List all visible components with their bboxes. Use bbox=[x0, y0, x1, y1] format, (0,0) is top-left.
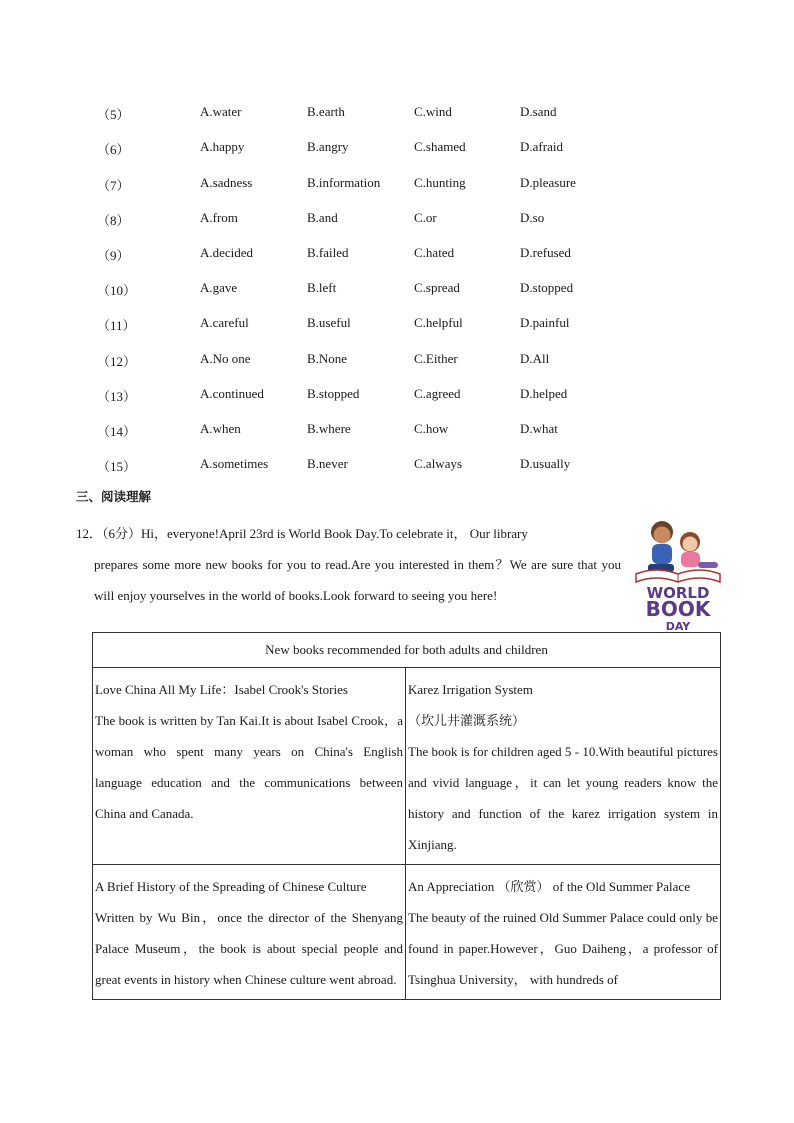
option-row bbox=[0, 421, 794, 441]
option-b: B.where bbox=[307, 421, 351, 436]
option-a: A.water bbox=[200, 104, 242, 119]
option-number: （15） bbox=[97, 459, 137, 474]
book-description: The beauty of the ruined Old Summer Palace could only be found in paper.However，Guo Daiheng，a professor of Tsinghua University， with hundreds of bbox=[408, 910, 718, 987]
option-row bbox=[0, 351, 794, 371]
option-row bbox=[0, 104, 794, 124]
question-rest-text: prepares some more new books for you to read.Are you interested in them？We are sure that you will enjoy yourselves in the world of books.Look forward to seeing you here! bbox=[94, 557, 621, 603]
option-c: C.hated bbox=[414, 245, 455, 260]
option-c: C.Either bbox=[414, 351, 458, 366]
book-cell bbox=[93, 865, 406, 1000]
badge-line-3: DAY bbox=[665, 620, 691, 633]
option-d: D.helped bbox=[520, 386, 568, 401]
world-book-day-badge bbox=[632, 512, 724, 634]
option-b: B.angry bbox=[307, 139, 349, 154]
option-a: A.No one bbox=[200, 351, 251, 366]
book-title: An Appreciation （欣赏） of the Old Summer Palace bbox=[408, 879, 690, 894]
children-reading-illustration bbox=[632, 512, 724, 634]
option-a: A.from bbox=[200, 210, 238, 225]
option-d: D.sand bbox=[520, 104, 557, 119]
book-subtitle: （坎儿井灌溉系统） bbox=[408, 713, 526, 728]
option-row bbox=[0, 175, 794, 195]
book-title: Karez Irrigation System bbox=[408, 682, 533, 697]
option-b: B.left bbox=[307, 280, 337, 295]
option-number: （7） bbox=[97, 178, 130, 193]
option-d: D.usually bbox=[520, 456, 571, 471]
option-c: C.wind bbox=[414, 104, 452, 119]
book-recommendation-table bbox=[92, 632, 721, 1000]
option-d: D.afraid bbox=[520, 139, 563, 154]
option-a: A.sadness bbox=[200, 175, 253, 190]
book-title: A Brief History of the Spreading of Chinese Culture bbox=[95, 879, 367, 894]
table-row bbox=[93, 668, 721, 865]
question-first-line bbox=[76, 518, 621, 549]
option-row bbox=[0, 210, 794, 230]
option-c: C.spread bbox=[414, 280, 460, 295]
option-a: A.careful bbox=[200, 315, 249, 330]
book-description: The book is for children aged 5 - 10.With beautiful pictures and vivid language，it can let young readers know the history and function of the karez irrigation system in Xinjiang. bbox=[408, 744, 718, 852]
option-c: C.agreed bbox=[414, 386, 461, 401]
question-number: 12．（6分） bbox=[76, 526, 142, 541]
table-header: New books recommended for both adults and children bbox=[93, 633, 721, 668]
option-d: D.so bbox=[520, 210, 545, 225]
option-b: B.never bbox=[307, 456, 348, 471]
book-cell bbox=[406, 668, 721, 865]
option-number: （12） bbox=[97, 354, 137, 369]
option-d: D.what bbox=[520, 421, 558, 436]
option-row bbox=[0, 386, 794, 406]
option-number: （10） bbox=[97, 283, 137, 298]
table-row bbox=[93, 865, 721, 1000]
option-d: D.All bbox=[520, 351, 550, 366]
option-b: B.stopped bbox=[307, 386, 360, 401]
option-b: B.failed bbox=[307, 245, 349, 260]
option-c: C.shamed bbox=[414, 139, 466, 154]
option-a: A.gave bbox=[200, 280, 238, 295]
question-first-text: Hi，everyone!April 23rd is World Book Day.To celebrate it， Our library bbox=[141, 526, 528, 541]
option-row bbox=[0, 139, 794, 159]
table-header-row bbox=[93, 633, 721, 668]
option-number: （9） bbox=[97, 248, 130, 263]
option-d: D.painful bbox=[520, 315, 570, 330]
option-b: B.useful bbox=[307, 315, 351, 330]
option-d: D.refused bbox=[520, 245, 571, 260]
option-b: B.earth bbox=[307, 104, 345, 119]
option-c: C.hunting bbox=[414, 175, 466, 190]
book-cell bbox=[406, 865, 721, 1000]
option-a: A.sometimes bbox=[200, 456, 269, 471]
option-a: A.decided bbox=[200, 245, 254, 260]
option-d: D.pleasure bbox=[520, 175, 576, 190]
option-a: A.happy bbox=[200, 139, 245, 154]
option-number: （8） bbox=[97, 213, 130, 228]
option-a: A.continued bbox=[200, 386, 264, 401]
book-title: Love China All My Life：Isabel Crook's Stories bbox=[95, 682, 348, 697]
book-cell bbox=[93, 668, 406, 865]
option-b: B.and bbox=[307, 210, 338, 225]
option-c: C.how bbox=[414, 421, 449, 436]
option-b: B.information bbox=[307, 175, 381, 190]
question-intro bbox=[76, 518, 621, 611]
option-c: C.helpful bbox=[414, 315, 463, 330]
option-number: （14） bbox=[97, 424, 137, 439]
option-row bbox=[0, 245, 794, 265]
badge-line-2: BOOK bbox=[645, 597, 711, 621]
option-d: D.stopped bbox=[520, 280, 574, 295]
option-b: B.None bbox=[307, 351, 348, 366]
option-number: （6） bbox=[97, 142, 130, 157]
option-number: （13） bbox=[97, 389, 137, 404]
option-row bbox=[0, 315, 794, 335]
badge-line-1: WORLD bbox=[646, 584, 710, 602]
option-number: （11） bbox=[97, 318, 136, 333]
option-row bbox=[0, 280, 794, 300]
option-c: C.or bbox=[414, 210, 437, 225]
book-description: The book is written by Tan Kai.It is about Isabel Crook，a woman who spent many years on China's English language education and the communications between China and Canada. bbox=[95, 713, 403, 821]
option-c: C.always bbox=[414, 456, 463, 471]
option-number: （5） bbox=[97, 107, 130, 122]
option-a: A.when bbox=[200, 421, 241, 436]
book-description: Written by Wu Bin，once the director of the Shenyang Palace Museum，the book is about special people and great events in history when Chinese culture went abroad. bbox=[95, 910, 403, 987]
section-title: 三、阅读理解 bbox=[76, 489, 152, 504]
option-row bbox=[0, 456, 794, 476]
